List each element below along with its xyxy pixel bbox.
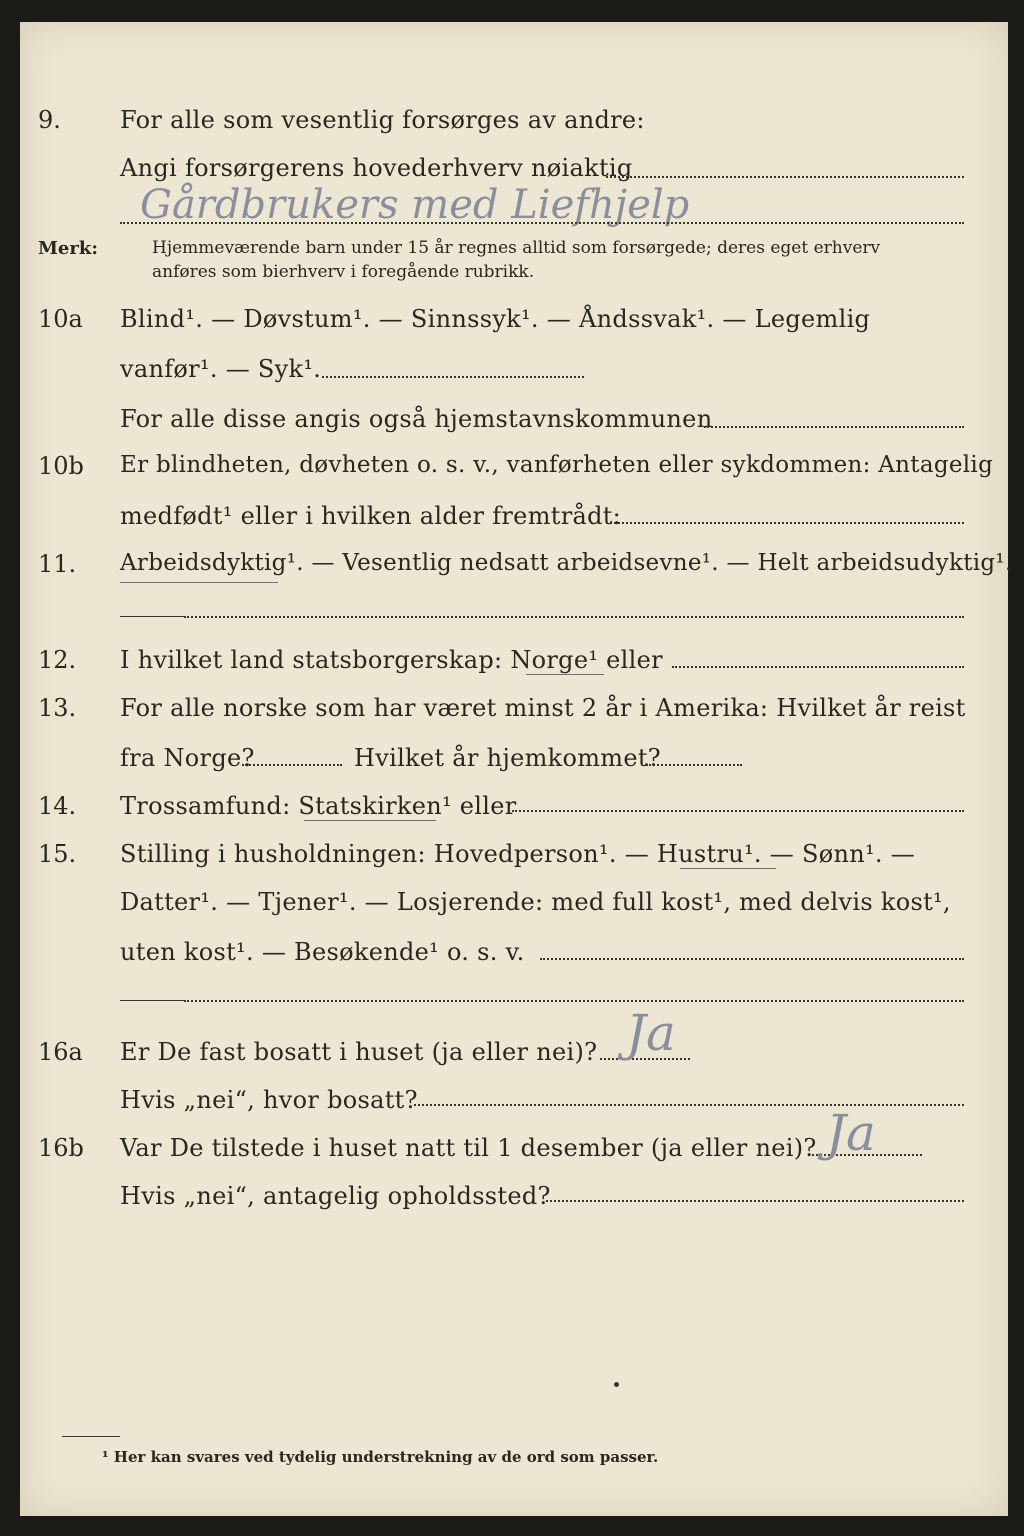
q11-rule-short [120,616,184,617]
q15-answer-underline [680,868,776,869]
q15-extra-line [184,1000,964,1002]
q9-handwritten-answer: Gårdbrukers med Liefhjelp [140,182,690,228]
merk-line2: anføres som bierhverv i foregående rubrikk. [152,262,535,282]
q15-fill-line [540,958,964,960]
q15-rule-short [120,1000,184,1001]
q10a-home-line [704,426,964,428]
q12-fill-line [672,666,964,668]
q11-fill-line [184,616,964,618]
q15-line3: uten kost¹. — Besøkende¹ o. s. v. [120,938,525,966]
q10b-number: 10b [38,452,84,480]
q10a-fill-line [322,376,584,378]
q16a-line2: Hvis „nei“, hvor bosatt? [120,1086,418,1114]
q9-line2: Angi forsørgerens hovederhverv nøiaktig [120,154,633,182]
q13-line2a: fra Norge? [120,744,255,772]
q13-number: 13. [38,694,77,722]
q16b-line2: Hvis „nei“, antagelig opholdssted? [120,1182,551,1210]
q16b-handwritten-answer: Ja [826,1104,876,1162]
q14-answer-underline [304,820,436,821]
q14-line1: Trossamfund: Statskirken¹ eller [120,792,517,820]
q9-fill-line [606,176,964,178]
q10a-line2: vanfør¹. — Syk¹. [120,355,322,383]
q16a-where-line [414,1104,964,1106]
footnote-text: ¹ Her kan svares ved tydelig understrekning av de ord som passer. [102,1448,659,1466]
merk-label: Merk: [38,238,98,259]
q15-line2: Datter¹. — Tjener¹. — Losjerende: med full kost¹, med delvis kost¹, [120,888,951,916]
q10b-line2: medfødt¹ eller i hvilken alder fremtrådt: [120,502,622,530]
q15-number: 15. [38,840,77,868]
q14-fill-line [512,810,964,812]
q10b-fill-line [606,522,964,524]
q11-answer-underline [120,582,278,583]
q16b-number: 16b [38,1134,84,1162]
q16a-handwritten-answer: Ja [626,1004,676,1062]
q13-line2b: Hvilket år hjemkommet? [354,744,661,772]
q9-number: 9. [38,106,61,134]
q10a-line1: Blind¹. — Døvstum¹. — Sinnssyk¹. — Åndssvak¹. — Legemlig [120,305,871,333]
merk-line1: Hjemmeværende barn under 15 år regnes alltid som forsørgede; deres eget erhverv [152,238,881,258]
footnote-rule [62,1436,120,1437]
q10a-line3: For alle disse angis også hjemstavnskommunen [120,405,713,433]
q16b-line1: Var De tilstede i huset natt til 1 desember (ja eller nei)? [120,1134,817,1162]
q14-number: 14. [38,792,77,820]
q12-line1: I hvilket land statsborgerskap: Norge¹ eller [120,646,663,674]
q9-line1: For alle som vesentlig forsørges av andre: [120,106,645,134]
q16a-number: 16a [38,1038,83,1066]
q13-return-line [646,764,742,766]
q10b-line1: Er blindheten, døvheten o. s. v., vanførheten eller sykdommen: Antagelig [120,452,994,478]
q11-line1: Arbeidsdyktig¹. — Vesentlig nedsatt arbeidsevne¹. — Helt arbeidsudyktig¹. [120,550,1013,576]
q11-number: 11. [38,550,77,578]
q15-line1: Stilling i husholdningen: Hovedperson¹. — Hustru¹. — Sønn¹. — [120,840,916,868]
ink-dot [614,1382,619,1387]
q10a-number: 10a [38,305,83,333]
q16b-where-line [546,1200,964,1202]
q13-departure-line [242,764,342,766]
q12-answer-underline [526,674,604,675]
q9-answer-line [120,222,964,224]
q13-line1: For alle norske som har været minst 2 år i Amerika: Hvilket år reist [120,694,966,722]
q12-number: 12. [38,646,77,674]
q16a-line1: Er De fast bosatt i huset (ja eller nei)? [120,1038,598,1066]
